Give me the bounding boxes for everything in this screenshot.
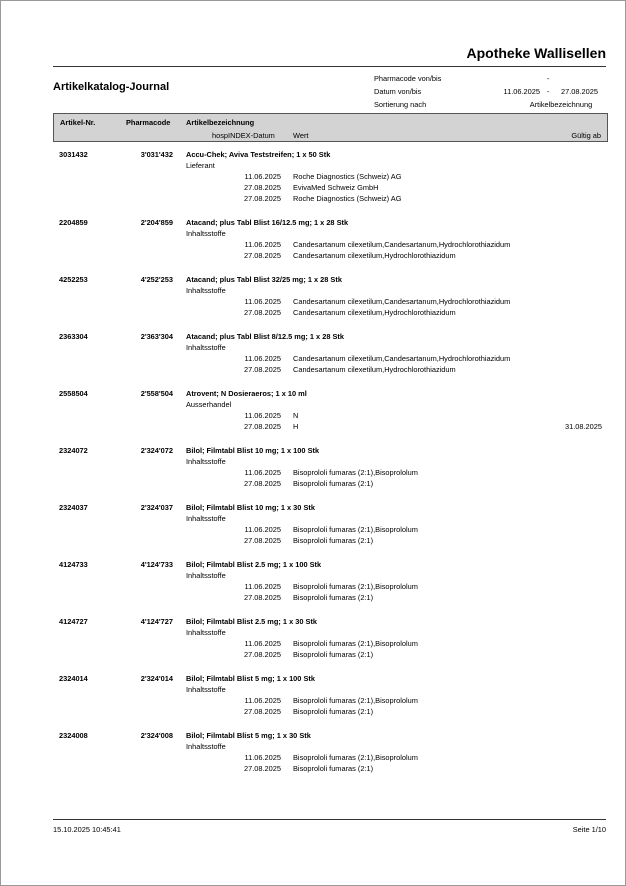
column-bezeichnung: Artikelbezeichnung [186, 118, 255, 127]
article-row [53, 729, 608, 741]
change-category: Inhaltsstoffe [186, 457, 226, 466]
sort-value: Artikelbezeichnung [529, 100, 593, 109]
article-name: Bilol; Filmtabl Blist 5 mg; 1 x 100 Stk [186, 674, 315, 683]
column-header [53, 113, 608, 142]
change-category: Inhaltsstoffe [186, 514, 226, 523]
history-date: 27.08.2025 [244, 422, 281, 431]
article-row [53, 216, 608, 228]
change-category-row [53, 228, 608, 240]
article-name: Bilol; Filmtabl Blist 2.5 mg; 1 x 100 Stk [186, 560, 322, 569]
change-category-row [53, 456, 608, 468]
article-pharmacode: 2'558'504 [140, 389, 173, 398]
article-number: 4252253 [59, 275, 88, 284]
article-number: 2363304 [59, 332, 88, 341]
print-timestamp: 15.10.2025 10:45:41 [53, 825, 121, 834]
history-value: Bisoprololi fumaras (2:1) [293, 650, 374, 659]
article-pharmacode: 4'252'253 [140, 275, 173, 284]
article-row [53, 501, 608, 513]
history-date: 27.08.2025 [244, 479, 281, 488]
history-row [53, 696, 608, 707]
article-number: 4124733 [59, 560, 88, 569]
report-title: Artikelkatalog-Journal [53, 81, 170, 93]
history-date: 27.08.2025 [244, 593, 281, 602]
history-value: Candesartanum cilexetilum,Hydrochlorothiazidum [293, 365, 456, 374]
change-category: Inhaltsstoffe [186, 742, 226, 751]
column-datum: hospINDEX-Datum [212, 131, 275, 140]
history-row [53, 753, 608, 764]
history-value: Bisoprololi fumaras (2:1) [293, 707, 374, 716]
history-row [53, 422, 608, 433]
date-separator: - [547, 87, 550, 96]
change-category: Lieferant [186, 161, 215, 170]
history-value: Candesartanum cilexetilum,Hydrochlorothiazidum [293, 308, 456, 317]
pharmacy-name: Apotheke Wallisellen [466, 45, 606, 61]
article-pharmacode: 4'124'727 [140, 617, 173, 626]
history-date: 11.06.2025 [244, 172, 281, 181]
article-pharmacode: 2'324'037 [140, 503, 173, 512]
history-row [53, 639, 608, 650]
history-date: 11.06.2025 [244, 582, 281, 591]
history-row [53, 251, 608, 262]
history-valid-from: 31.08.2025 [565, 422, 602, 431]
change-category-row [53, 513, 608, 525]
article-block [53, 330, 608, 376]
article-name: Accu-Chek; Aviva Teststreifen; 1 x 50 Stk [186, 150, 331, 159]
history-row [53, 308, 608, 319]
change-category: Ausserhandel [186, 400, 232, 409]
sort-row [374, 98, 608, 111]
history-date: 27.08.2025 [244, 365, 281, 374]
article-row [53, 615, 608, 627]
article-block [53, 273, 608, 319]
change-category: Inhaltsstoffe [186, 229, 226, 238]
history-value: Bisoprololi fumaras (2:1),Bisoprololum [293, 582, 418, 591]
history-value: Bisoprololi fumaras (2:1),Bisoprololum [293, 639, 418, 648]
article-name: Bilol; Filmtabl Blist 10 mg; 1 x 30 Stk [186, 503, 315, 512]
history-date: 27.08.2025 [244, 707, 281, 716]
history-row [53, 365, 608, 376]
article-block [53, 148, 608, 205]
column-gueltig-ab: Gültig ab [571, 131, 601, 140]
article-name: Bilol; Filmtabl Blist 5 mg; 1 x 30 Stk [186, 731, 311, 740]
article-row [53, 273, 608, 285]
footer-divider [53, 819, 606, 820]
change-category: Inhaltsstoffe [186, 685, 226, 694]
article-number: 2558504 [59, 389, 88, 398]
history-value: Bisoprololi fumaras (2:1) [293, 764, 374, 773]
history-value: EvivaMed Schweiz GmbH [293, 183, 379, 192]
change-category-row [53, 684, 608, 696]
history-date: 11.06.2025 [244, 696, 281, 705]
history-row [53, 536, 608, 547]
article-block [53, 501, 608, 547]
change-category-row [53, 160, 608, 172]
history-date: 11.06.2025 [244, 753, 281, 762]
history-date: 27.08.2025 [244, 183, 281, 192]
history-row [53, 525, 608, 536]
article-number: 2324037 [59, 503, 88, 512]
article-pharmacode: 2'324'072 [140, 446, 173, 455]
history-value: Bisoprololi fumaras (2:1),Bisoprololum [293, 696, 418, 705]
pharmacode-range-label: Pharmacode von/bis [374, 74, 442, 83]
article-block [53, 444, 608, 490]
history-date: 11.06.2025 [244, 240, 281, 249]
history-row [53, 468, 608, 479]
article-block [53, 729, 608, 775]
history-value: Bisoprololi fumaras (2:1) [293, 536, 374, 545]
article-name: Atacand; plus Tabl Blist 16/12.5 mg; 1 x 28 Stk [186, 218, 349, 227]
history-date: 27.08.2025 [244, 536, 281, 545]
history-value: Candesartanum cilexetilum,Candesartanum,Hydrochlorothiazidum [293, 297, 511, 306]
article-number: 2324008 [59, 731, 88, 740]
change-category-row [53, 741, 608, 753]
article-name: Bilol; Filmtabl Blist 10 mg; 1 x 100 Stk [186, 446, 320, 455]
header-divider [53, 66, 606, 67]
pharmacode-range-row [374, 72, 608, 85]
article-pharmacode: 2'363'304 [140, 332, 173, 341]
article-row [53, 558, 608, 570]
column-pharmacode: Pharmacode [126, 118, 171, 127]
history-date: 27.08.2025 [244, 194, 281, 203]
article-block [53, 387, 608, 433]
history-date: 11.06.2025 [244, 297, 281, 306]
article-name: Atacand; plus Tabl Blist 32/25 mg; 1 x 28 Stk [186, 275, 342, 284]
history-date: 27.08.2025 [244, 251, 281, 260]
sort-label: Sortierung nach [374, 100, 427, 109]
change-category: Inhaltsstoffe [186, 343, 226, 352]
history-date: 11.06.2025 [244, 468, 281, 477]
article-pharmacode: 4'124'733 [140, 560, 173, 569]
history-value: Candesartanum cilexetilum,Candesartanum,Hydrochlorothiazidum [293, 240, 511, 249]
article-block [53, 672, 608, 718]
history-row [53, 707, 608, 718]
date-from: 11.06.2025 [503, 87, 540, 96]
history-date: 11.06.2025 [244, 354, 281, 363]
change-category: Inhaltsstoffe [186, 628, 226, 637]
history-row [53, 240, 608, 251]
history-row [53, 194, 608, 205]
article-row [53, 148, 608, 160]
article-pharmacode: 2'324'008 [140, 731, 173, 740]
history-date: 11.06.2025 [244, 525, 281, 534]
article-pharmacode: 2'324'014 [140, 674, 173, 683]
history-date: 27.08.2025 [244, 650, 281, 659]
article-number: 2204859 [59, 218, 88, 227]
article-number: 2324014 [59, 674, 88, 683]
change-category-row [53, 285, 608, 297]
change-category-row [53, 627, 608, 639]
change-category: Inhaltsstoffe [186, 286, 226, 295]
article-row [53, 330, 608, 342]
history-value: Bisoprololi fumaras (2:1),Bisoprololum [293, 468, 418, 477]
article-block [53, 615, 608, 661]
change-category-row [53, 570, 608, 582]
history-date: 27.08.2025 [244, 764, 281, 773]
history-value: Bisoprololi fumaras (2:1),Bisoprololum [293, 753, 418, 762]
change-category: Inhaltsstoffe [186, 571, 226, 580]
article-number: 3031432 [59, 150, 88, 159]
page-number: Seite 1/10 [572, 825, 606, 834]
change-category-row [53, 342, 608, 354]
history-row [53, 582, 608, 593]
history-row [53, 354, 608, 365]
article-pharmacode: 2'204'859 [140, 218, 173, 227]
history-row [53, 411, 608, 422]
history-row [53, 297, 608, 308]
article-number: 2324072 [59, 446, 88, 455]
history-value: N [293, 411, 299, 420]
article-list [53, 148, 608, 786]
history-value: Roche Diagnostics (Schweiz) AG [293, 194, 402, 203]
history-date: 11.06.2025 [244, 411, 281, 420]
history-date: 27.08.2025 [244, 308, 281, 317]
history-row [53, 764, 608, 775]
history-value: Bisoprololi fumaras (2:1) [293, 593, 374, 602]
history-date: 11.06.2025 [244, 639, 281, 648]
history-row [53, 479, 608, 490]
column-artikel-nr: Artikel-Nr. [60, 118, 96, 127]
date-to: 27.08.2025 [561, 87, 598, 96]
history-value: Roche Diagnostics (Schweiz) AG [293, 172, 402, 181]
history-row [53, 593, 608, 604]
article-number: 4124727 [59, 617, 88, 626]
report-parameters [374, 72, 608, 111]
article-pharmacode: 3'031'432 [140, 150, 173, 159]
change-category-row [53, 399, 608, 411]
pharmacode-range-value: - [547, 74, 550, 83]
column-wert: Wert [293, 131, 309, 140]
date-range-row [374, 85, 608, 98]
article-row [53, 444, 608, 456]
history-value: Bisoprololi fumaras (2:1) [293, 479, 374, 488]
article-row [53, 387, 608, 399]
article-name: Atrovent; N Dosieraeros; 1 x 10 ml [186, 389, 307, 398]
history-value: Candesartanum cilexetilum,Hydrochlorothiazidum [293, 251, 456, 260]
history-row [53, 172, 608, 183]
history-value: Bisoprololi fumaras (2:1),Bisoprololum [293, 525, 418, 534]
history-row [53, 183, 608, 194]
history-value: H [293, 422, 299, 431]
article-name: Bilol; Filmtabl Blist 2.5 mg; 1 x 30 Stk [186, 617, 318, 626]
article-block [53, 558, 608, 604]
article-block [53, 216, 608, 262]
article-name: Atacand; plus Tabl Blist 8/12.5 mg; 1 x 28 Stk [186, 332, 344, 341]
date-range-label: Datum von/bis [374, 87, 422, 96]
history-value: Candesartanum cilexetilum,Candesartanum,Hydrochlorothiazidum [293, 354, 511, 363]
article-row [53, 672, 608, 684]
history-row [53, 650, 608, 661]
